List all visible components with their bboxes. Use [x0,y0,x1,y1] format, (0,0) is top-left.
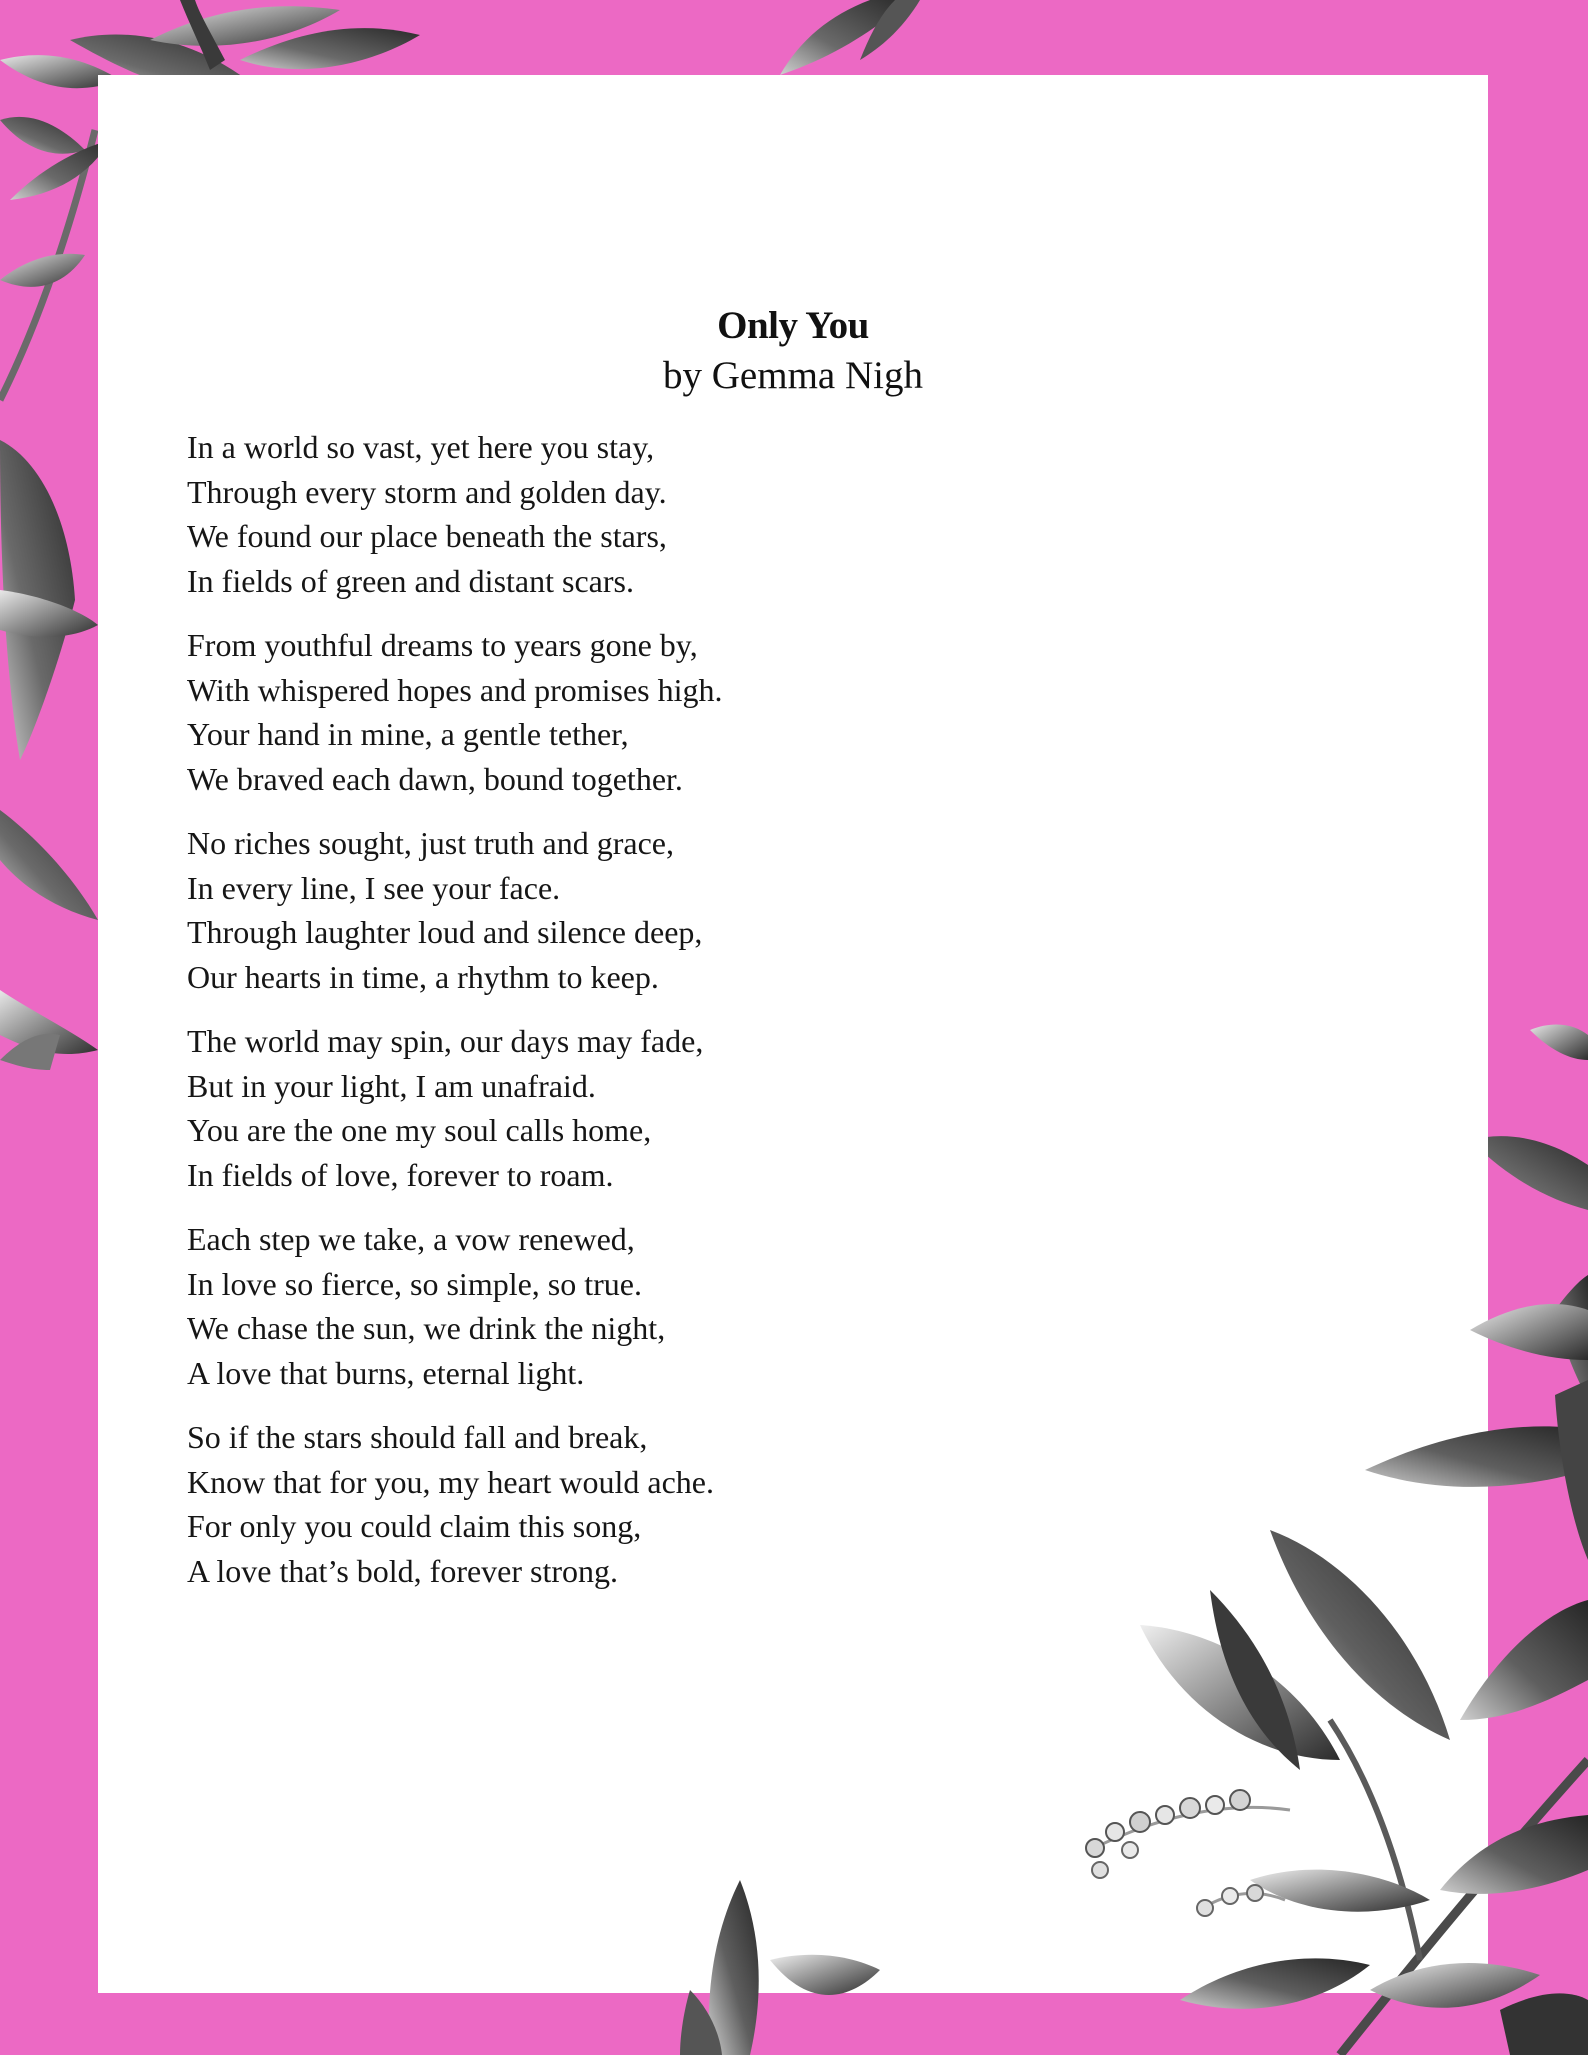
poem-line: In every line, I see your face. [187,869,561,906]
stanza-1 [187,425,1087,603]
poem-line: Through every storm and golden day. [187,473,667,510]
leaf-illustration-icon [0,440,98,1070]
poem-line: From youthful dreams to years gone by, [187,627,698,663]
poem-body [187,425,1087,1613]
stanza-3 [187,821,1087,999]
poem-line: Our hearts in time, a rhythm to keep. [187,958,659,995]
poem-line: Your hand in mine, a gentle tether, [187,716,629,752]
poem-line: In a world so vast, yet here you stay, [187,429,655,465]
poem-line: In fields of green and distant scars. [187,562,634,599]
poem-line: In fields of love, forever to roam. [187,1156,614,1193]
poem-line: For only you could claim this song, [187,1508,642,1544]
poem-line: So if the stars should fall and break, [187,1419,648,1455]
poem-line: Each step we take, a vow renewed, [187,1221,635,1257]
poem-line: We braved each dawn, bound together. [187,760,683,797]
poem-line: A love that’s bold, forever strong. [187,1552,619,1589]
poem-card [98,75,1488,1993]
stanza-4 [187,1019,1087,1197]
stanza-5 [187,1217,1087,1395]
poem-line: You are the one my soul calls home, [187,1112,652,1148]
stanza-2 [187,623,1087,801]
poem-line: No riches sought, just truth and grace, [187,825,674,861]
poem-line: The world may spin, our days may fade, [187,1023,704,1059]
poem-line: A love that burns, eternal light. [187,1354,585,1391]
stanza-6 [187,1415,1087,1593]
poem-line: With whispered hopes and promises high. [187,671,723,708]
poem-line: Through laughter loud and silence deep, [187,914,703,950]
poem-line: Know that for you, my heart would ache. [187,1463,714,1500]
poem-line: We found our place beneath the stars, [187,518,667,554]
poem-title: Only You [717,304,869,347]
poem-line: In love so fierce, so simple, so true. [187,1265,642,1302]
poem-line: We chase the sun, we drink the night, [187,1310,666,1346]
poem-line: But in your light, I am unafraid. [187,1067,596,1104]
poem-author: by Gemma Nigh [663,354,923,397]
